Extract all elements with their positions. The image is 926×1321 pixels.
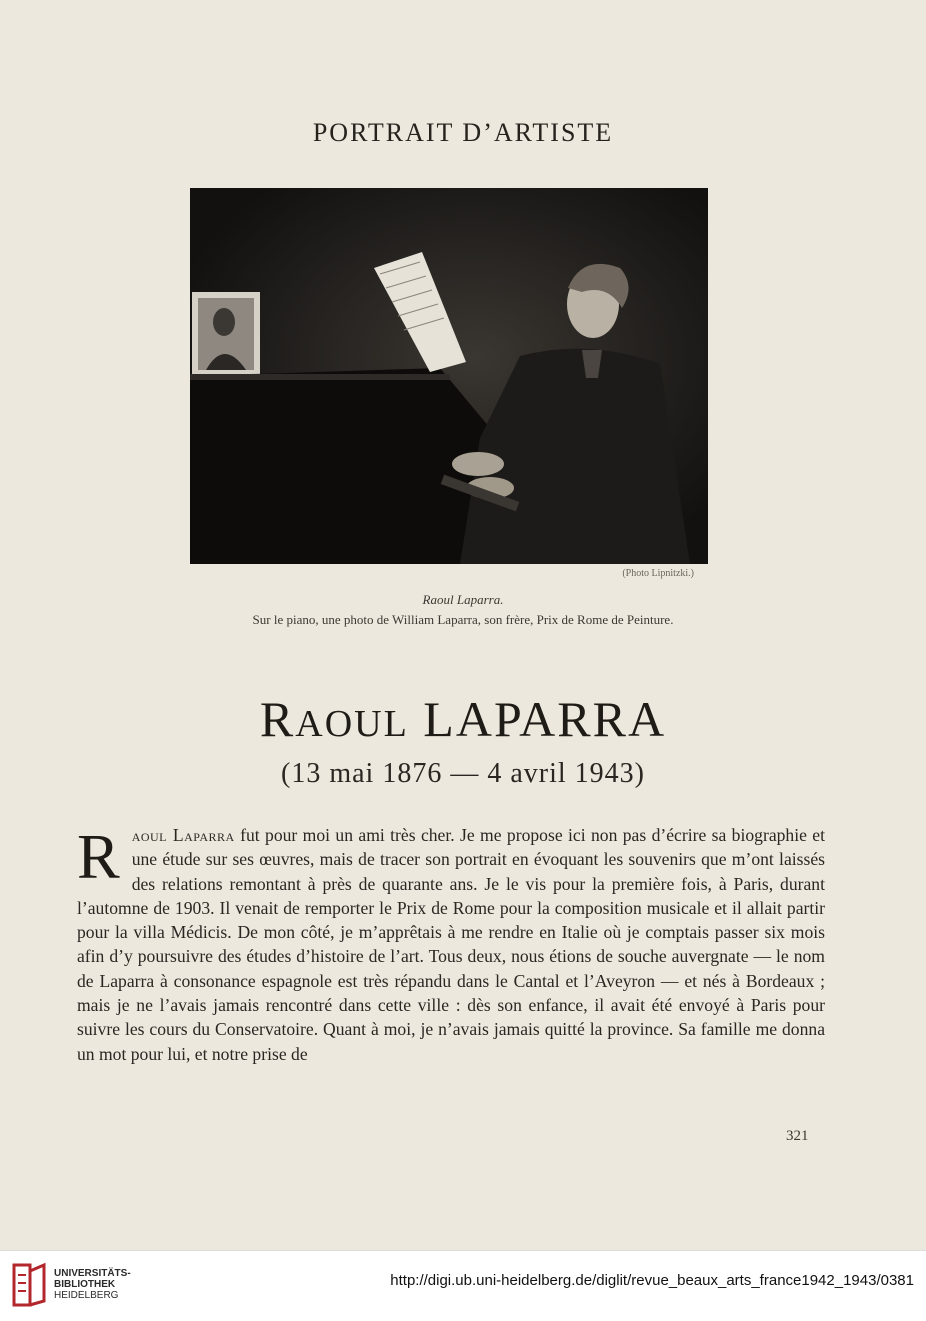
- caption-name: Raoul Laparra.: [422, 592, 504, 607]
- section-title: PORTRAIT D’ARTISTE: [312, 118, 614, 147]
- drop-cap: R: [77, 821, 120, 892]
- title-smallcaps: AOUL: [295, 703, 409, 745]
- photo-credit: (Photo Lipnitzki.): [622, 568, 694, 579]
- article-title: [0, 690, 926, 748]
- library-logo-icon: [10, 1261, 50, 1309]
- logo-text-line2: BIBLIOTHEK: [54, 1279, 116, 1290]
- lead-smallcaps: aoul Laparra: [131, 825, 235, 845]
- page-number: 321: [786, 1128, 809, 1144]
- logo-text-line3: HEIDELBERG: [54, 1290, 119, 1301]
- caption-text: Sur le piano, une photo de William Laparra, son frère, Prix de Rome de Peinture.: [252, 612, 674, 627]
- portrait-photo-graphic: [190, 188, 708, 564]
- logo-text-line1: UNIVERSITÄTS-: [54, 1268, 131, 1279]
- source-url-link[interactable]: http://digi.ub.uni-heidelberg.de/diglit/revue_beaux_arts_france1942_1943/0381: [390, 1272, 914, 1289]
- life-dates: (13 mai 1876 — 4 avril 1943): [281, 758, 645, 789]
- title-initial: R: [259, 691, 296, 747]
- title-surname: LAPARRA: [423, 691, 667, 747]
- portrait-photo: [190, 188, 708, 564]
- body-paragraph: fut pour moi un ami très cher. Je me propose ici non pas d’écrire sa biographie et une étude sur ses œuvres, mais de tracer son portrait en évoquant les souvenirs que m’ont laissés des relations remontant à près de quarante ans. Je le vis pour la première fois, à Paris, durant l’automne de 1903. Il venait de remporter le Prix de Rome pour la composition musicale et il allait partir pour la villa Médicis. De mon côté, je m’apprêtais à me rendre en Italie où je comptais passer six mois afin d’y poursuivre des études d’histoire de l’art. Tous deux, nous étions de souche auvergnate — le nom de Laparra à consonance espagnole est très répandu dans le Cantal et l’Aveyron — et nés à Bordeaux ; mais je ne l’avais jamais rencontré dans cette ville : dès son enfance, il avait été envoyé à Paris pour suivre les cours du Conservatoire. Quant à moi, je n’avais jamais quitté la province. Sa famille me donna un mot pour lui, et notre prise de: [77, 825, 825, 1064]
- library-footer: [0, 1250, 926, 1321]
- article-body: [77, 823, 825, 1066]
